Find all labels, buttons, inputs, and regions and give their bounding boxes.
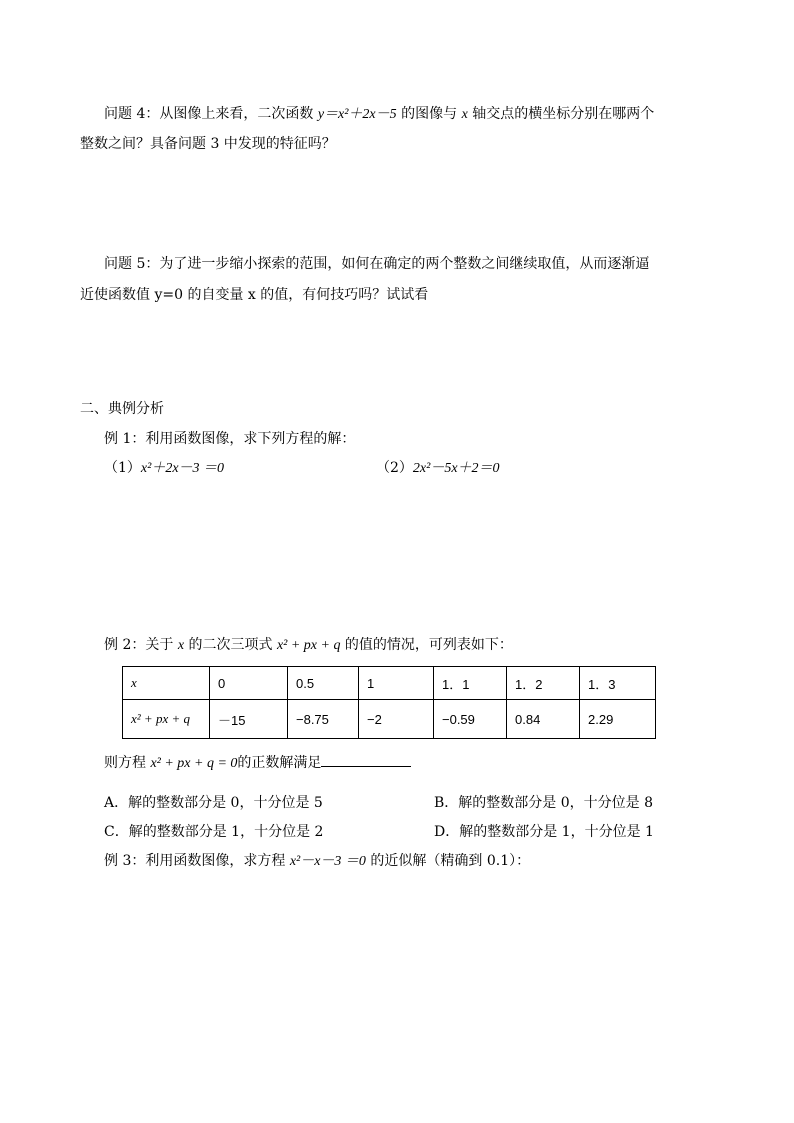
answer-blank[interactable] [321, 752, 411, 767]
example-2-intro [104, 635, 513, 656]
table-cell: −8.75 [288, 700, 359, 739]
example-3 [104, 851, 530, 872]
value-table [122, 666, 656, 739]
ex2-pre: 例 2：关于 [104, 637, 178, 653]
example-1-part2 [376, 458, 500, 479]
q4-mid: 的图像与 [396, 106, 462, 122]
example-2-question [104, 752, 411, 774]
ex2-mid: 的二次三项式 [184, 637, 277, 653]
question-5-line1: 问题 5：为了进一步缩小探索的范围，如何在确定的两个整数之间继续取值，从而逐渐逼 [104, 256, 650, 272]
ex1-part1-label: （1） [104, 460, 141, 476]
table-cell: 0.5 [288, 667, 359, 700]
example-1-part1 [104, 458, 224, 479]
question-4-line2: 整数之间？具备问题 3 中发现的特征吗？ [80, 136, 336, 152]
table-cell: x² + px + q [123, 700, 210, 739]
table-cell: 1．1 [434, 667, 507, 700]
ex2-variable: x [177, 638, 185, 653]
table-cell: 0.84 [507, 700, 580, 739]
ex2-expression: x² + px + q [276, 638, 341, 653]
table-cell: 1 [359, 667, 434, 700]
table-cell: 1．3 [580, 667, 656, 700]
table-cell: 1．2 [507, 667, 580, 700]
section-title: 二、典例分析 [80, 401, 164, 417]
ex1-part1-equation: x²＋2x－3 ＝0 [140, 461, 225, 476]
table-cell: 0 [210, 667, 288, 700]
ex3-suffix: 的近似解（精确到 0.1）： [365, 853, 531, 869]
ex1-part2-label: （2） [376, 460, 413, 476]
q4-suffix: 轴交点的横坐标分别在哪两个 [467, 106, 655, 122]
table-cell: −0.59 [434, 700, 507, 739]
table-row [123, 667, 656, 700]
table-cell: 2.29 [580, 700, 656, 739]
ex1-part2-equation: 2x²－5x＋2＝0 [412, 461, 500, 476]
q4-function: y＝x²＋2x－5 [317, 107, 397, 122]
ex3-equation: x²－x－3 ＝0 [289, 854, 366, 869]
question-4-line1 [104, 104, 654, 125]
option-c: C．解的整数部分是 1，十分位是 2 [104, 824, 324, 840]
ex3-pre: 例 3：利用函数图像，求方程 [104, 853, 290, 869]
question-5-line2: 近使函数值 y=0 的自变量 x 的值，有何技巧吗？试试看 [80, 287, 429, 303]
option-a: A．解的整数部分是 0，十分位是 5 [104, 795, 323, 811]
table-cell: x [123, 667, 210, 700]
ex2-suffix: 的值的情况，可列表如下： [340, 637, 513, 653]
q4-variable: x [461, 107, 468, 122]
example-1-intro: 例 1：利用函数图像，求下列方程的解： [104, 431, 356, 447]
table-cell: －15 [210, 700, 288, 739]
ex2-question-equation: x² + px + q = 0 [150, 756, 238, 771]
ex2-question-suffix: 的正数解满足 [237, 755, 322, 771]
option-b: B．解的整数部分是 0，十分位是 8 [434, 795, 654, 811]
q4-prefix: 问题 4：从图像上来看，二次函数 [104, 106, 318, 122]
ex2-question-pre: 则方程 [104, 755, 151, 771]
option-d: D．解的整数部分是 1，十分位是 1 [434, 824, 654, 840]
table-row [123, 700, 656, 739]
table-cell: −2 [359, 700, 434, 739]
